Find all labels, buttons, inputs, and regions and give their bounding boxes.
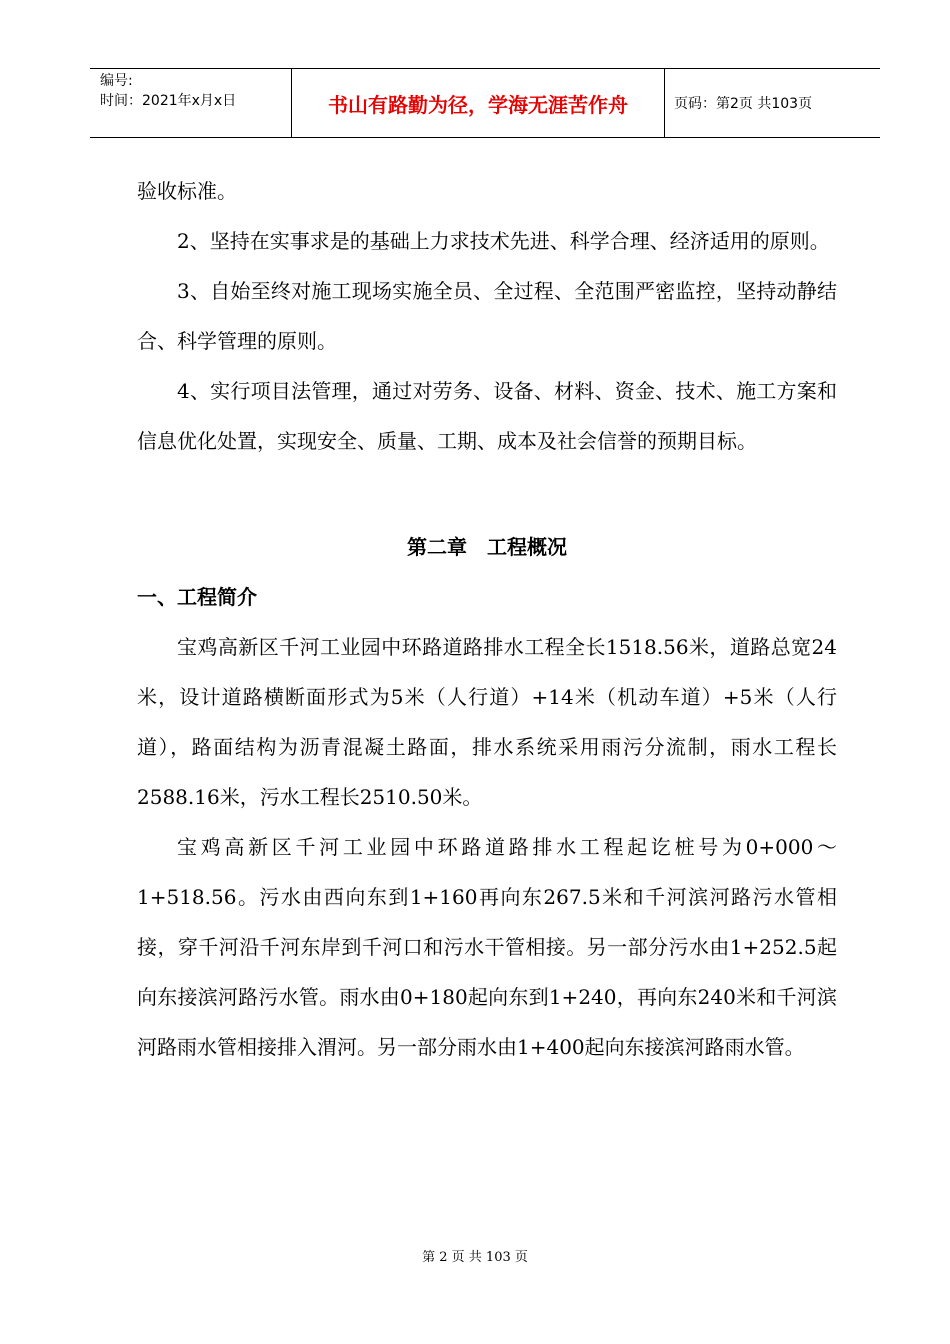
page-header [90, 68, 880, 138]
header-meta [100, 71, 290, 111]
paragraph: 3、自始至终对施工现场实施全员、全过程、全范围严密监控，坚持动静结合、科学管理的原则。 [137, 279, 837, 353]
page-footer: 第 2 页 共 103 页 [422, 1250, 528, 1265]
header-motto: 书山有路勤为径，学海无涯苦作舟 [291, 69, 665, 137]
number-label: 编号: [100, 73, 133, 89]
paragraph: 验收标准。 [137, 179, 237, 203]
paragraph: 4、实行项目法管理，通过对劳务、设备、材料、资金、技术、施工方案和信息优化处置，实现安全、质量、工期、成本及社会信誉的预期目标。 [137, 379, 837, 453]
chapter-title: 第二章 工程概况 [407, 535, 567, 559]
time-label: 时间：2021年x月x日 [100, 93, 237, 109]
header-page-info: 页码：第2页 共103页 [674, 96, 813, 112]
paragraph: 宝鸡高新区千河工业园中环路道路排水工程全长1518.56米，道路总宽24米，设计道路横断面形式为5米（人行道）+14米（机动车道）+5米（人行道），路面结构为沥青混凝土路面，排水系统采用雨污分流制，雨水工程长2588.16米，污水工程长2510.50米。 [137, 635, 837, 809]
paragraph: 宝鸡高新区千河工业园中环路道路排水工程起讫桩号为0+000～1+518.56。污水由西向东到1+160再向东267.5米和千河滨河路污水管相接，穿千河沿千河东岸到千河口和污水干管相接。另一部分污水由1+252.5起向东接滨河路污水管。雨水由0+180起向东到1+240，再向东240米和千河滨河路雨水管相接排入渭河。另一部分雨水由1+400起向东接滨河路雨水管。 [137, 835, 837, 1059]
paragraph: 2、坚持在实事求是的基础上力求技术先进、科学合理、经济适用的原则。 [177, 229, 830, 253]
document-body [137, 166, 837, 1072]
section-title: 一、工程简介 [137, 585, 257, 609]
